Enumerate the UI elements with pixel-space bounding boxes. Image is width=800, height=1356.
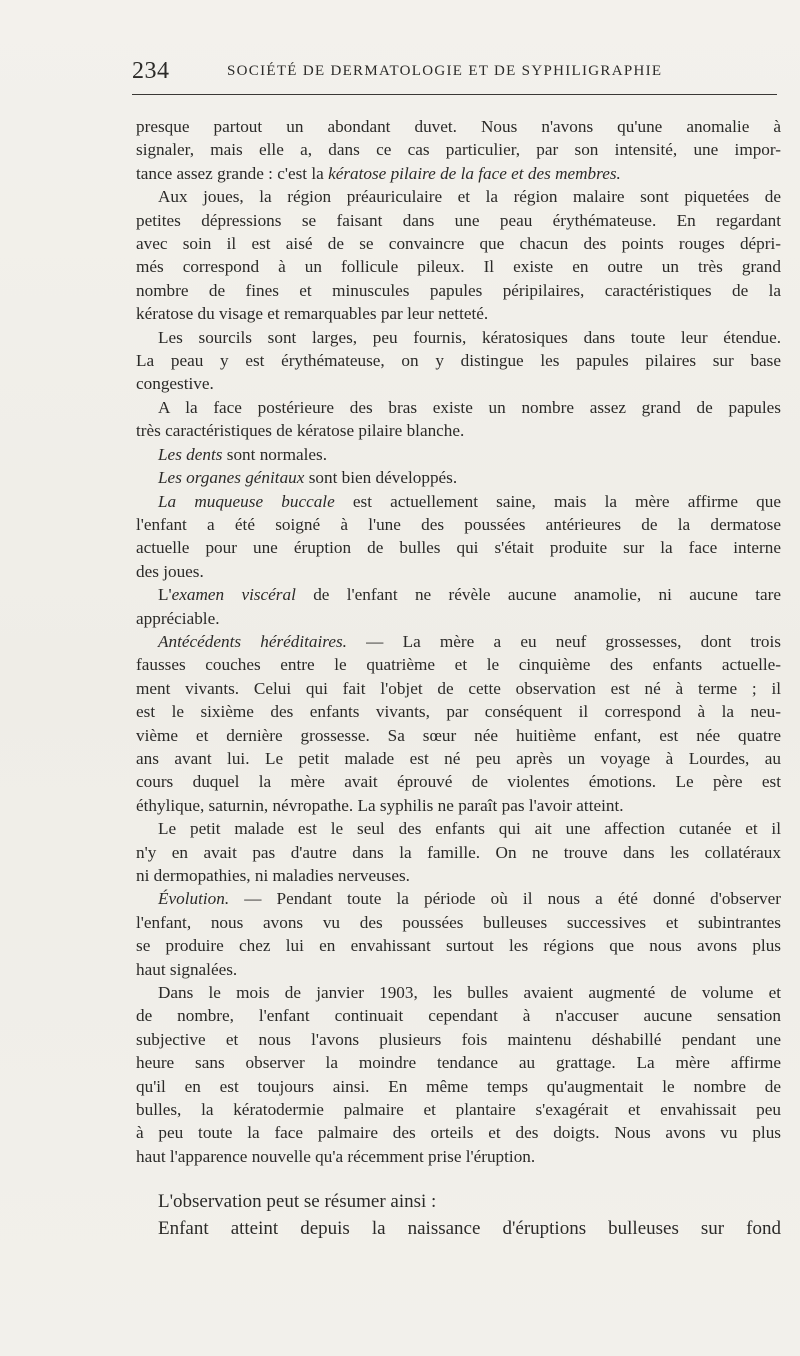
text-line: petites dépressions se faisant dans une peau érythémateuse. En regardant <box>136 210 781 230</box>
text-line: actuelle pour une éruption de bulles qui s'était produite sur la face interne <box>136 538 781 558</box>
text-line: heure sans observer la moindre tendance au grattage. La mère affirme <box>136 1053 781 1073</box>
text-line: Enfant atteint depuis la naissance d'éruptions bulleuses sur fond <box>158 1218 781 1240</box>
text-line: avec soin il est aisé de se convaincre que chacun des points rouges dépri- <box>136 234 781 254</box>
text-line: de nombre, l'enfant continuait cependant à n'accuser aucune sensation <box>136 1006 781 1026</box>
text-run: L' <box>158 585 172 605</box>
text-run: — La mère a eu neuf grossesses, dont trois <box>346 631 781 651</box>
text-line <box>136 583 781 606</box>
text-line: qu'il en est toujours ainsi. En même temps qu'augmentait le nombre de <box>136 1076 781 1096</box>
text-line: des joues. <box>136 561 204 581</box>
text-line: més correspond à un follicule pileux. Il existe en outre un très grand <box>136 257 781 277</box>
text-line: à peu toute la face palmaire des orteils et des doigts. Nous avons vu plus <box>136 1123 781 1143</box>
italic-run: Les dents <box>158 444 223 464</box>
text-line: fausses couches entre le quatrième et le cinquième des enfants actuelle- <box>136 655 781 675</box>
text-line: l'enfant, nous avons vu des poussées bulleuses successives et subintrantes <box>136 912 781 932</box>
text-line: appréciable. <box>136 608 220 628</box>
text-line: ment vivants. Celui qui fait l'objet de cette observation est né à terme ; il <box>136 678 781 698</box>
text-line: L'observation peut se résumer ainsi : <box>158 1191 437 1213</box>
body-text <box>136 115 781 1242</box>
text-line: ni dermopathies, ni maladies nerveuses. <box>136 866 410 885</box>
text-line: kératose du visage et remarquables par leur netteté. <box>136 304 489 324</box>
text-line: ans avant lui. Le petit malade est né peu après un voyage à Lourdes, au <box>136 748 781 768</box>
text-line: n'y en avait pas d'autre dans la famille. On ne trouve dans les collatéraux <box>136 842 781 862</box>
running-head: SOCIÉTÉ DE DERMATOLOGIE ET DE SYPHILIGRAPHIE <box>227 63 663 79</box>
page-number: 234 <box>132 58 170 84</box>
italic-run: kératose pilaire de la face et des membres. <box>328 163 621 183</box>
text-line <box>136 162 781 185</box>
text-line: signaler, mais elle a, dans ce cas particulier, par son intensité, une impor- <box>136 140 781 160</box>
text-line: Dans le mois de janvier 1903, les bulles avaient augmenté de volume et <box>158 983 781 1003</box>
italic-run: Évolution. <box>158 889 230 909</box>
text-line <box>136 490 781 513</box>
italic-run: examen viscéral <box>171 585 296 605</box>
text-run: de l'enfant ne révèle aucune anamolie, ni aucune tare <box>295 585 781 605</box>
text-line: cours duquel la mère avait éprouvé de violentes émotions. Le père est <box>136 772 781 792</box>
text-line: presque partout un abondant duvet. Nous n'avons qu'une anomalie à <box>136 117 781 136</box>
text-line: nombre de fines et minuscules papules péripilaires, caractéristiques de la <box>136 280 781 300</box>
text-run: sont normales. <box>222 444 327 464</box>
text-line: Aux joues, la région préauriculaire et la région malaire sont piquetées de <box>158 187 781 207</box>
text-line: vième et dernière grossesse. Sa sœur née huitième enfant, est née quatre <box>136 725 781 745</box>
page-header <box>132 58 782 86</box>
header-rule <box>132 94 777 95</box>
italic-run: La muqueuse buccale <box>158 491 335 511</box>
text-line: subjective et nous l'avons plusieurs fois maintenu déshabillé pendant une <box>136 1029 781 1049</box>
paragraph-gap <box>136 1168 781 1188</box>
text-line: est le sixième des enfants vivants, par conséquent il correspond à la neu- <box>136 702 781 722</box>
text-line: l'enfant a été soigné à l'une des poussées antérieures de la dermatose <box>136 514 781 534</box>
text-run: tance assez grande : c'est la <box>136 163 329 183</box>
text-line: Le petit malade est le seul des enfants qui ait une affection cutanée et il <box>158 819 781 839</box>
summary-block <box>136 1188 781 1242</box>
text-line: Les sourcils sont larges, peu fournis, kératosiques dans toute leur étendue. <box>158 327 781 347</box>
text-line: se produire chez lui en envahissant surtout les régions que nous avons plus <box>136 936 781 956</box>
text-line <box>136 443 781 466</box>
text-line: très caractéristiques de kératose pilaire blanche. <box>136 421 465 441</box>
text-line <box>136 466 781 489</box>
italic-run: Les organes génitaux <box>158 468 305 488</box>
text-line: congestive. <box>136 374 214 394</box>
text-run: — Pendant toute la période où il nous a été donné d'observer <box>229 889 781 909</box>
text-run: sont bien développés. <box>304 468 458 488</box>
text-run: est actuellement saine, mais la mère affirme que <box>334 491 781 511</box>
text-line: La peau y est érythémateuse, on y distingue les papules pilaires sur base <box>136 351 781 371</box>
text-line: haut l'apparence nouvelle qu'a récemment prise l'éruption. <box>136 1146 536 1166</box>
text-line: haut signalées. <box>136 959 238 979</box>
text-line: A la face postérieure des bras existe un nombre assez grand de papules <box>158 397 781 417</box>
italic-run: Antécédents héréditaires. <box>158 631 347 651</box>
text-line: bulles, la kératodermie palmaire et plantaire s'exagérait et envahissait peu <box>136 1100 781 1120</box>
text-line <box>136 630 781 653</box>
text-line: éthylique, saturnin, névropathe. La syphilis ne paraît pas l'avoir atteint. <box>136 795 624 815</box>
text-line <box>136 887 781 910</box>
